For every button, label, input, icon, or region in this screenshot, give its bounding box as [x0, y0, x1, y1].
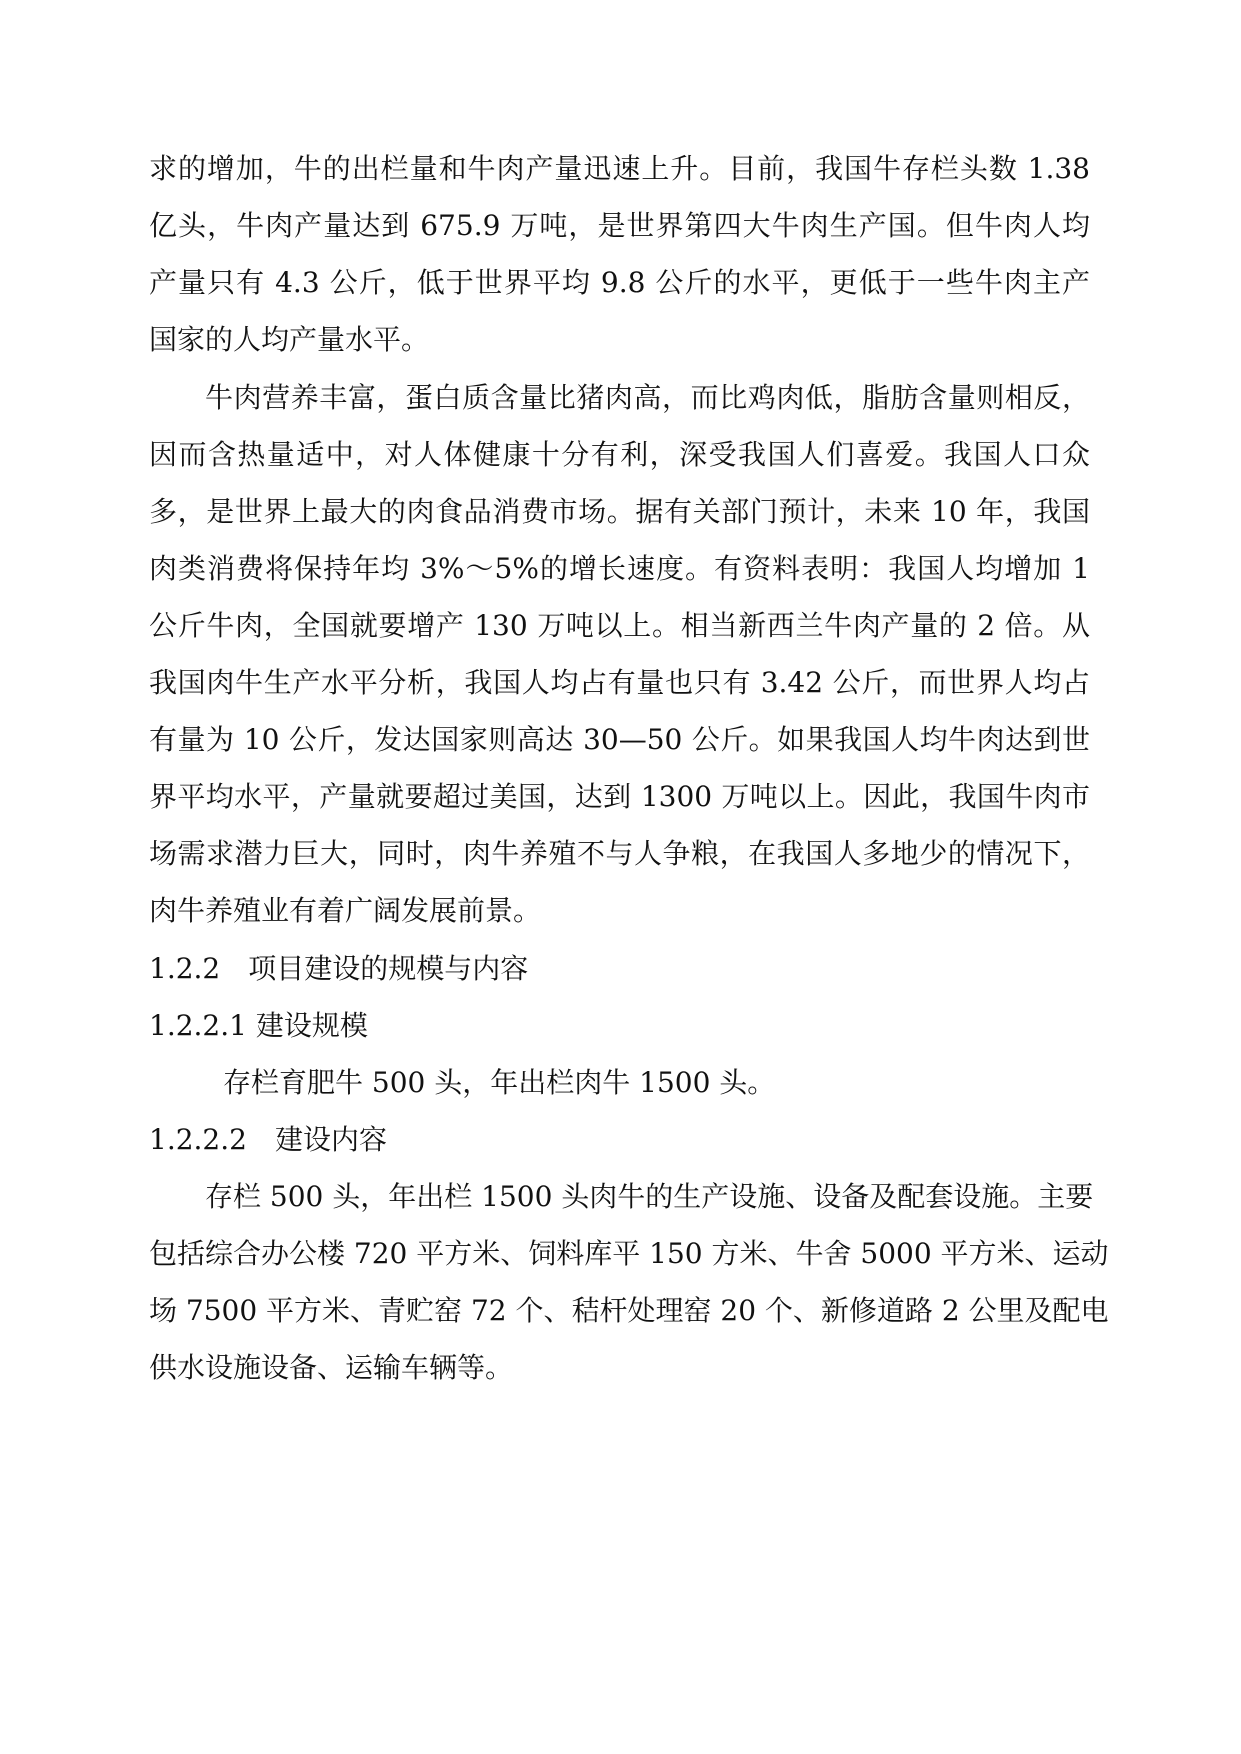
paragraph-3-line-2: 包括综合办公楼 720 平方米、饲料库平 150 方米、牛舍 5000 平方米、运动: [149, 1237, 1109, 1270]
paragraph-3-line-4: 供水设施设备、运输车辆等。: [149, 1351, 514, 1384]
paragraph-2-line-7: 有量为 10 公斤，发达国家则高达 30—50 公斤。如果我国人均牛肉达到世: [149, 723, 1090, 756]
paragraph-2-line-9: 场需求潜力巨大，同时，肉牛养殖不与人争粮，在我国人多地少的情况下，: [149, 837, 1090, 870]
paragraph-3-line-1: 存栏 500 头，年出栏 1500 头肉牛的生产设施、设备及配套设施。主要: [205, 1180, 1094, 1213]
paragraph-1-line-2: 亿头，牛肉产量达到 675.9 万吨，是世界第四大牛肉生产国。但牛肉人均: [149, 209, 1090, 242]
paragraph-2-line-2: 因而含热量适中，对人体健康十分有利，深受我国人们喜爱。我国人口众: [149, 438, 1090, 471]
paragraph-1-line-4: 国家的人均产量水平。: [149, 323, 430, 356]
paragraph-2-line-8: 界平均水平，产量就要超过美国，达到 1300 万吨以上。因此，我国牛肉市: [149, 780, 1090, 813]
paragraph-2-line-6: 我国肉牛生产水平分析，我国人均占有量也只有 3.42 公斤，而世界人均占: [149, 666, 1090, 699]
paragraph-2-line-4: 肉类消费将保持年均 3%～5%的增长速度。有资料表明：我国人均增加 1: [149, 552, 1090, 585]
heading-1-2-2-2: 1.2.2.2 建设内容: [149, 1123, 387, 1156]
paragraph-3-line-3: 场 7500 平方米、青贮窑 72 个、秸杆处理窑 20 个、新修道路 2 公里及配电: [149, 1294, 1109, 1327]
paragraph-2-line-5: 公斤牛肉，全国就要增产 130 万吨以上。相当新西兰牛肉产量的 2 倍。从: [149, 609, 1090, 642]
scale-text: 存栏育肥牛 500 头，年出栏肉牛 1500 头。: [223, 1066, 776, 1099]
paragraph-1-line-1: 求的增加，牛的出栏量和牛肉产量迅速上升。目前，我国牛存栏头数 1.38: [149, 152, 1090, 185]
paragraph-2-line-1: 牛肉营养丰富，蛋白质含量比猪肉高，而比鸡肉低，脂肪含量则相反，: [205, 381, 1090, 414]
heading-1-2-2-1: 1.2.2.1 建设规模: [149, 1009, 368, 1042]
paragraph-1-line-3: 产量只有 4.3 公斤，低于世界平均 9.8 公斤的水平，更低于一些牛肉主产: [149, 266, 1090, 299]
paragraph-2-line-10: 肉牛养殖业有着广阔发展前景。: [149, 894, 542, 927]
paragraph-2-line-3: 多，是世界上最大的肉食品消费市场。据有关部门预计，未来 10 年，我国: [149, 495, 1090, 528]
heading-1-2-2: 1.2.2 项目建设的规模与内容: [149, 952, 529, 985]
